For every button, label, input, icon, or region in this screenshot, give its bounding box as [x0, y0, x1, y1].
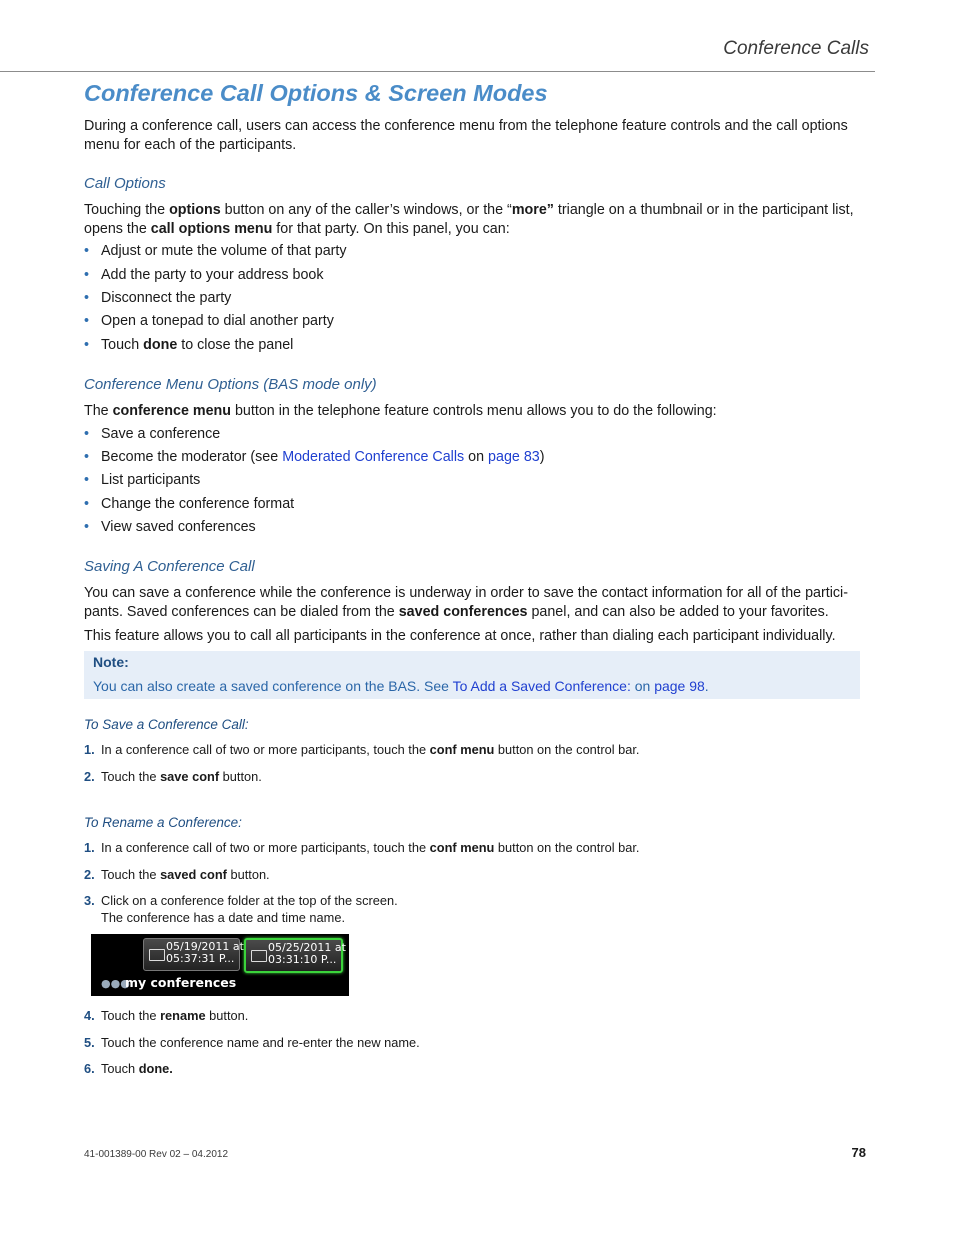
- bullet-icon: •: [84, 267, 90, 283]
- running-header: Conference Calls: [723, 38, 869, 59]
- conference-menu-heading: Conference Menu Options (BAS mode only): [84, 376, 377, 393]
- saving-paragraph-1: You can save a conference while the conference is underway in order to save the contact information for all of the partici-pants. Saved conferences can be dialed from the saved conferences panel, and can also be added to your favorites.: [84, 585, 848, 620]
- list-item: • Touch done to close the panel: [84, 337, 294, 353]
- list-item: • List participants: [84, 472, 201, 488]
- step-item: 1. In a conference call of two or more participants, touch the conf menu button on the control bar.: [84, 742, 640, 757]
- bullet-icon: •: [84, 449, 90, 465]
- note-box: [84, 651, 860, 699]
- moderated-conference-calls-link[interactable]: Moderated Conference Calls: [282, 449, 465, 465]
- bullet-icon: •: [84, 426, 90, 442]
- bullet-icon: •: [84, 472, 90, 488]
- folder-icon: [149, 949, 165, 961]
- list-item: • Change the conference format: [84, 496, 295, 512]
- bullet-icon: •: [84, 496, 90, 512]
- conference-menu-paragraph: The conference menu button in the telephone feature controls menu allows you to do the following:: [84, 403, 717, 419]
- note-label: Note:: [93, 654, 129, 670]
- page-98-link[interactable]: page 98: [654, 678, 705, 694]
- saving-heading: Saving A Conference Call: [84, 558, 255, 575]
- step-item: 2. Touch the saved conf button.: [84, 867, 270, 882]
- bullet-icon: •: [84, 313, 90, 329]
- saving-paragraph-2: This feature allows you to call all participants in the conference at once, rather than dialing each participant individually.: [84, 628, 836, 644]
- page-number: 78: [851, 1145, 866, 1160]
- call-options-heading: Call Options: [84, 175, 166, 192]
- list-item: • Adjust or mute the volume of that party: [84, 243, 347, 259]
- people-icon: ●●●: [101, 977, 130, 990]
- intro-paragraph: During a conference call, users can access the conference menu from the telephone feature controls and the call options menu for each of the participants.: [84, 118, 848, 153]
- list-item: • Save a conference: [84, 426, 221, 442]
- list-item: • Add the party to your address book: [84, 267, 324, 283]
- folder-icon: [251, 950, 267, 962]
- bullet-icon: •: [84, 337, 90, 353]
- note-text: You can also create a saved conference on the BAS. See To Add a Saved Conference: on page 98.: [93, 678, 709, 694]
- page-83-link[interactable]: page 83: [488, 449, 540, 465]
- save-steps-heading: To Save a Conference Call:: [84, 717, 249, 732]
- call-options-paragraph: Touching the options button on any of the caller’s windows, or the “more” triangle on a thumbnail or in the participant list, opens the call options menu for that party. On this panel, you can:: [84, 202, 854, 237]
- my-conferences-screenshot: [91, 934, 349, 996]
- step-item: 1. In a conference call of two or more participants, touch the conf menu button on the control bar.: [84, 840, 640, 855]
- step-item: 3. Click on a conference folder at the top of the screen.: [84, 893, 398, 908]
- my-conferences-label: ●●●my conferences: [101, 975, 237, 990]
- step-item: 2. Touch the save conf button.: [84, 769, 262, 784]
- page-title: Conference Call Options & Screen Modes: [84, 80, 548, 106]
- list-item: • Disconnect the party: [84, 290, 232, 306]
- bullet-icon: •: [84, 519, 90, 535]
- conference-folder-button-selected[interactable]: 05/25/2011 at 03:31:10 P...: [244, 938, 343, 973]
- bullet-icon: •: [84, 243, 90, 259]
- step-item: 6. Touch done.: [84, 1061, 173, 1076]
- step-subtext: The conference has a date and time name.: [101, 910, 346, 925]
- list-item: • View saved conferences: [84, 519, 256, 535]
- bullet-icon: •: [84, 290, 90, 306]
- conference-folder-button[interactable]: 05/19/2011 at 05:37:31 P...: [143, 938, 240, 971]
- list-item: • Open a tonepad to dial another party: [84, 313, 334, 329]
- document-id: 41-001389-00 Rev 02 – 04.2012: [84, 1149, 229, 1160]
- list-item: • Become the moderator (see Moderated Conference Calls on page 83): [84, 449, 545, 465]
- header-divider: [0, 71, 875, 72]
- rename-steps-heading: To Rename a Conference:: [84, 815, 242, 830]
- add-saved-conference-link[interactable]: To Add a Saved Conference:: [452, 678, 631, 694]
- step-item: 5. Touch the conference name and re-enter the new name.: [84, 1035, 420, 1050]
- step-item: 4. Touch the rename button.: [84, 1008, 249, 1023]
